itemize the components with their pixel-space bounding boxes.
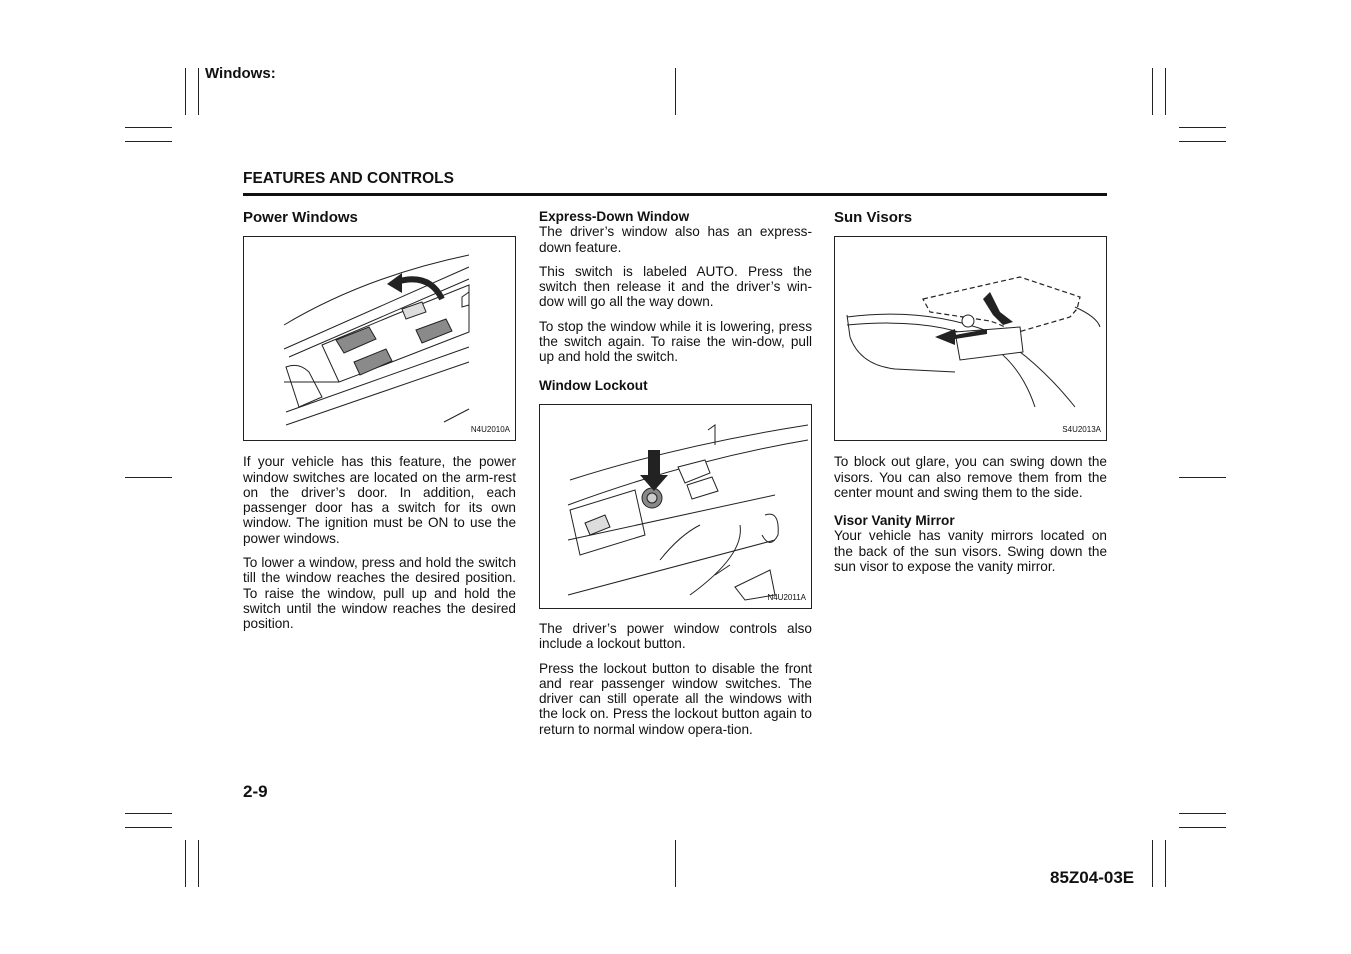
crop-mark xyxy=(125,477,172,478)
crop-mark xyxy=(1179,477,1226,478)
crop-mark xyxy=(198,840,199,887)
paragraph: The driver’s window also has an express-down feature. xyxy=(539,224,812,255)
express-down-subheading: Express-Down Window xyxy=(539,209,690,224)
document-code: 85Z04-03E xyxy=(1050,868,1135,887)
window-lockout-figure xyxy=(539,404,812,609)
crop-mark xyxy=(125,127,172,128)
crop-mark xyxy=(1179,827,1226,828)
crop-mark xyxy=(1152,68,1153,115)
running-head: Windows: xyxy=(205,65,276,82)
window-lockout-subheading: Window Lockout xyxy=(539,377,648,393)
crop-mark xyxy=(1165,68,1166,115)
crop-mark xyxy=(185,68,186,115)
visor-vanity-mirror-subheading: Visor Vanity Mirror xyxy=(834,513,955,529)
paragraph: This switch is labeled AUTO. Press the switch then release it and the driver’s win-dow will go all the way down. xyxy=(539,263,812,310)
paragraph: To stop the window while it is lowering, press the switch again. To raise the win-dow, pull up and hold the switch. xyxy=(539,318,812,365)
paragraph: The driver’s power window controls also include a lockout button. xyxy=(539,620,812,652)
crop-mark xyxy=(125,827,172,828)
page-number: 2-9 xyxy=(243,782,268,801)
crop-mark xyxy=(675,840,676,887)
column-power-windows xyxy=(243,210,516,641)
crop-mark xyxy=(125,813,172,814)
chapter-rule xyxy=(243,193,1107,196)
crop-mark xyxy=(1179,813,1226,814)
column-sun-visors xyxy=(834,210,1107,583)
crop-mark xyxy=(198,68,199,115)
crop-mark xyxy=(1152,840,1153,887)
paragraph: To lower a window, press and hold the switch till the window reaches the desired position. To raise the window, pull up and hold the switch until the window reaches the desired position. xyxy=(243,555,516,632)
paragraph: Your vehicle has vanity mirrors located on the back of the sun visors. Swing down the sun visor to expose the vanity mirror. xyxy=(834,528,1107,575)
column-express-down xyxy=(539,209,812,746)
paragraph: To block out glare, you can swing down the visors. You can also remove them from the center mount and swing them to the side. xyxy=(834,454,1107,500)
figure-code: S4U2013A xyxy=(1062,425,1101,434)
power-window-switch-figure xyxy=(243,236,516,441)
paragraph: If your vehicle has this feature, the power window switches are located on the arm-rest on the driver’s door. In addition, each passenger door has a switch for its own window. The ignition must be ON to use the power windows. xyxy=(243,454,516,546)
figure-code: N4U2010A xyxy=(470,425,510,434)
crop-mark xyxy=(125,141,172,142)
sun-visor-figure xyxy=(834,236,1107,441)
power-window-switch-illustration xyxy=(244,237,515,440)
crop-mark xyxy=(1179,141,1226,142)
window-lockout-illustration xyxy=(540,405,811,608)
paragraph: Press the lockout button to disable the front and rear passenger window switches. The driver can still operate all the windows with the lock on. Press the lockout button again to return to normal window opera-tion. xyxy=(539,660,812,737)
chapter-title: FEATURES AND CONTROLS xyxy=(243,170,454,187)
crop-mark xyxy=(1179,127,1226,128)
sun-visor-illustration xyxy=(835,237,1106,440)
sun-visors-heading: Sun Visors xyxy=(834,209,913,226)
crop-mark xyxy=(675,68,676,115)
crop-mark xyxy=(185,840,186,887)
crop-mark xyxy=(1165,840,1166,887)
power-windows-heading: Power Windows xyxy=(243,209,358,226)
figure-code: N4U2011A xyxy=(767,592,806,602)
